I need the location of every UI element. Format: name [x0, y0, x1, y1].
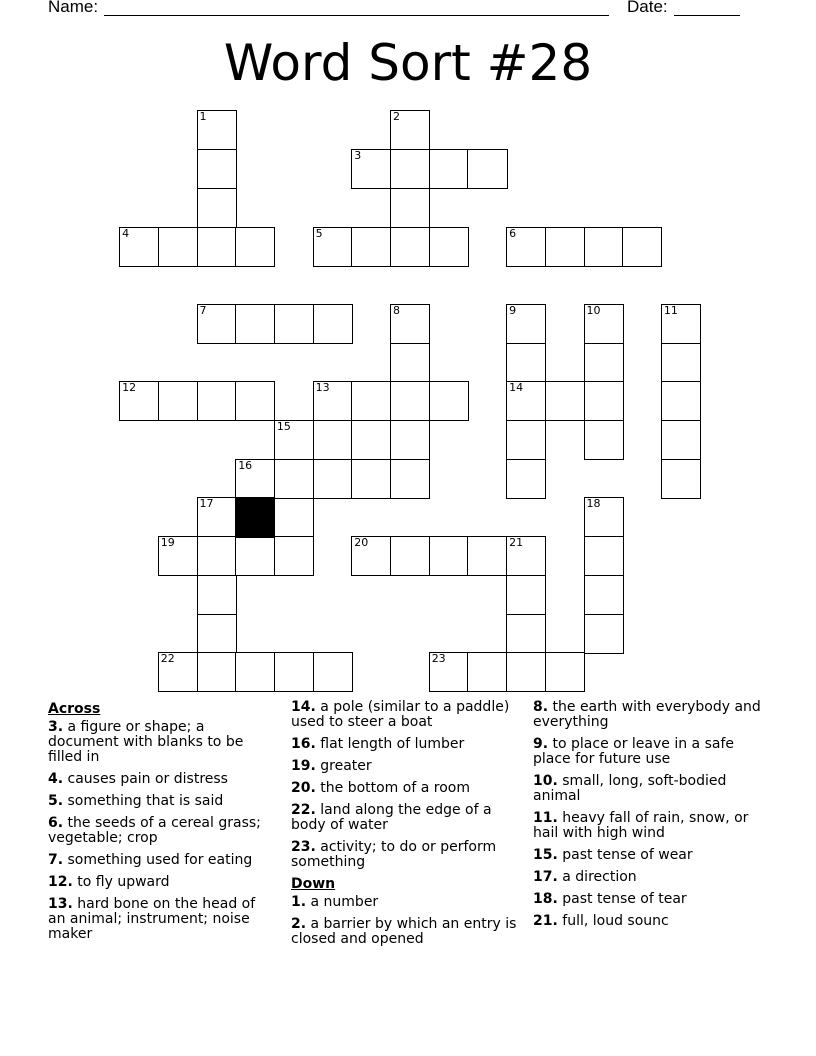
grid-cell[interactable] [390, 304, 430, 344]
grid-cell[interactable] [429, 652, 469, 692]
grid-cell[interactable] [197, 381, 237, 421]
clue-text: something that is said [63, 793, 224, 809]
grid-cell[interactable] [274, 459, 314, 499]
grid-cell[interactable] [390, 188, 430, 228]
clue-number: 7. [48, 852, 64, 868]
clue-number: 6. [48, 815, 64, 831]
grid-cell[interactable] [661, 381, 701, 421]
grid-cell[interactable] [158, 652, 198, 692]
grid-cell[interactable] [584, 420, 624, 460]
clue-text: activity; to do or perform something [291, 839, 497, 870]
grid-cell[interactable] [351, 149, 391, 189]
grid-cell[interactable] [584, 536, 624, 576]
clue-item [291, 759, 519, 774]
grid-cell[interactable] [545, 381, 585, 421]
clue-text: the earth with everybody and everything [533, 699, 761, 730]
clue-number: 4 [122, 226, 130, 240]
clue-item [291, 700, 519, 730]
grid-cell[interactable] [661, 304, 701, 344]
grid-cell[interactable] [545, 652, 585, 692]
clue-item [48, 720, 276, 765]
date-label: Date: [627, 0, 668, 16]
clue-text: greater [315, 758, 372, 774]
clue-text: the seeds of a cereal grass; vegetable; crop [48, 815, 261, 846]
grid-cell[interactable] [351, 420, 391, 460]
clue-number: 9 [509, 303, 517, 317]
clue-number: 20. [291, 780, 316, 796]
clue-text: flat length of lumber [315, 736, 465, 752]
clue-text: hard bone on the head of an animal; instrument; noise maker [48, 896, 256, 942]
grid-cell[interactable] [197, 110, 237, 150]
grid-cell[interactable] [467, 536, 507, 576]
grid-cell[interactable] [545, 227, 585, 267]
clue-number: 17. [533, 869, 558, 885]
clue-text: a direction [557, 869, 637, 885]
clue-number: 20 [354, 536, 369, 550]
clue-text: something used for eating [63, 852, 253, 868]
clue-text: a number [306, 894, 379, 910]
grid-cell[interactable] [197, 188, 237, 228]
clue-number: 13. [48, 896, 73, 912]
clue-column-3 [533, 700, 761, 936]
grid-cell[interactable] [390, 110, 430, 150]
date-field[interactable] [674, 15, 740, 16]
clue-item [291, 917, 519, 947]
grid-cell[interactable] [661, 343, 701, 383]
clue-number: 8 [393, 303, 400, 317]
across-heading: Across [48, 701, 101, 717]
grid-cell[interactable] [506, 381, 546, 421]
clue-item [533, 914, 761, 929]
grid-cell[interactable] [429, 149, 469, 189]
grid-cell[interactable] [235, 227, 275, 267]
black-cell [235, 497, 275, 537]
grid-cell[interactable] [584, 381, 624, 421]
grid-cell[interactable] [506, 575, 546, 615]
grid-cell[interactable] [197, 497, 237, 537]
clue-item [48, 794, 276, 809]
clue-item [48, 772, 276, 787]
grid-cell[interactable] [158, 227, 198, 267]
clue-text: a barrier by which an entry is closed and opened [291, 916, 517, 947]
clue-number: 1. [291, 894, 307, 910]
grid-cell[interactable] [506, 459, 546, 499]
clue-number: 16 [238, 458, 253, 472]
grid-cell[interactable] [313, 381, 353, 421]
grid-cell[interactable] [197, 652, 237, 692]
clue-number: 6 [509, 226, 517, 240]
grid-cell[interactable] [429, 227, 469, 267]
grid-cell[interactable] [197, 149, 237, 189]
grid-cell[interactable] [390, 381, 430, 421]
down-heading: Down [291, 876, 336, 892]
grid-cell[interactable] [622, 227, 662, 267]
clue-number: 14. [291, 699, 316, 715]
clue-number: 17 [199, 497, 214, 511]
clue-number: 10 [586, 303, 601, 317]
grid-cell[interactable] [235, 304, 275, 344]
clue-item [291, 781, 519, 796]
clue-item [48, 897, 276, 942]
clue-number: 18. [533, 891, 558, 907]
grid-cell[interactable] [351, 227, 391, 267]
grid-cell[interactable] [506, 304, 546, 344]
clue-text: a pole (similar to a paddle) used to steer a boat [291, 699, 510, 730]
clue-text: to place or leave in a safe place for future use [533, 736, 734, 767]
grid-cell[interactable] [274, 536, 314, 576]
clue-number: 12 [122, 381, 137, 395]
clue-number: 2 [393, 110, 400, 124]
grid-cell[interactable] [506, 614, 546, 654]
clue-number: 23. [291, 839, 316, 855]
grid-cell[interactable] [506, 343, 546, 383]
clue-number: 3. [48, 719, 64, 735]
grid-cell[interactable] [390, 227, 430, 267]
clue-text: past tense of wear [557, 847, 693, 863]
clue-number: 22 [160, 652, 175, 666]
grid-cell[interactable] [661, 459, 701, 499]
clue-text: causes pain or distress [63, 771, 228, 787]
clue-number: 5 [315, 226, 323, 240]
grid-cell[interactable] [274, 420, 314, 460]
grid-cell[interactable] [390, 420, 430, 460]
clue-number: 9. [533, 736, 549, 752]
clue-item [48, 875, 276, 890]
grid-cell[interactable] [584, 575, 624, 615]
clue-item [533, 811, 761, 841]
clue-item [48, 853, 276, 868]
name-label: Name: [48, 0, 99, 16]
clue-column-1 [48, 700, 276, 949]
grid-cell[interactable] [467, 652, 507, 692]
clue-number: 22. [291, 802, 316, 818]
clue-number: 12. [48, 874, 73, 890]
clue-number: 21 [509, 536, 524, 550]
clue-item [291, 803, 519, 833]
clue-text: to fly upward [72, 874, 170, 890]
clue-number: 5. [48, 793, 64, 809]
clue-text: full, loud sounc [557, 913, 669, 929]
grid-cell[interactable] [274, 652, 314, 692]
grid-cell[interactable] [313, 304, 353, 344]
grid-cell[interactable] [235, 381, 275, 421]
clue-number: 21. [533, 913, 558, 929]
grid-cell[interactable] [197, 614, 237, 654]
grid-cell[interactable] [506, 420, 546, 460]
grid-cell[interactable] [429, 381, 469, 421]
clue-column-2 [291, 700, 519, 954]
clue-text: small, long, soft-bodied animal [533, 773, 727, 804]
clue-number: 4. [48, 771, 64, 787]
clue-text: land along the edge of a body of water [291, 802, 492, 833]
grid-cell[interactable] [274, 304, 314, 344]
grid-cell[interactable] [506, 652, 546, 692]
clue-number: 11. [533, 810, 558, 826]
grid-cell[interactable] [158, 536, 198, 576]
grid-cell[interactable] [274, 497, 314, 537]
name-field[interactable] [104, 15, 609, 16]
clue-item [533, 870, 761, 885]
clue-item [533, 892, 761, 907]
clue-number: 23 [431, 652, 446, 666]
clue-number: 8. [533, 699, 549, 715]
grid-cell[interactable] [390, 459, 430, 499]
grid-cell[interactable] [119, 381, 159, 421]
clue-item [533, 848, 761, 863]
grid-cell[interactable] [313, 420, 353, 460]
grid-cell[interactable] [390, 149, 430, 189]
clue-number: 18 [586, 497, 601, 511]
clue-number: 7 [199, 303, 207, 317]
clue-number: 15 [276, 420, 291, 433]
clue-item [48, 816, 276, 846]
clue-text: past tense of tear [557, 891, 687, 907]
grid-cell[interactable] [506, 536, 546, 576]
grid-cell[interactable] [351, 536, 391, 576]
clue-text: a figure or shape; a document with blanks to be filled in [48, 719, 244, 765]
clue-number: 19 [160, 536, 175, 550]
grid-cell[interactable] [197, 304, 237, 344]
page-title: Word Sort #28 [223, 34, 593, 92]
clue-text: heavy fall of rain, snow, or hail with high wind [533, 810, 749, 841]
grid-cell[interactable] [390, 343, 430, 383]
clue-item [533, 737, 761, 767]
grid-cell[interactable] [390, 536, 430, 576]
grid-cell[interactable] [429, 536, 469, 576]
clue-number: 2. [291, 916, 307, 932]
clue-number: 16. [291, 736, 316, 752]
grid-cell[interactable] [584, 343, 624, 383]
grid-cell[interactable] [506, 227, 546, 267]
clue-number: 3 [354, 149, 362, 163]
grid-cell[interactable] [197, 227, 237, 267]
clue-item [291, 840, 519, 870]
grid-cell[interactable] [584, 614, 624, 654]
grid-cell[interactable] [584, 304, 624, 344]
grid-cell[interactable] [467, 149, 507, 189]
grid-cell[interactable] [235, 652, 275, 692]
grid-cell[interactable] [661, 420, 701, 460]
clue-number: 13 [315, 381, 330, 395]
clue-number: 19. [291, 758, 316, 774]
clue-item [533, 700, 761, 730]
clue-number: 11 [663, 303, 678, 317]
grid-cell[interactable] [313, 459, 353, 499]
grid-cell[interactable] [584, 227, 624, 267]
grid-cell[interactable] [584, 497, 624, 537]
grid-cell[interactable] [119, 227, 159, 267]
grid-cell[interactable] [235, 459, 275, 499]
clue-item [533, 774, 761, 804]
clue-item [291, 737, 519, 752]
grid-cell[interactable] [351, 381, 391, 421]
grid-cell[interactable] [197, 536, 237, 576]
grid-cell[interactable] [197, 575, 237, 615]
clue-number: 10. [533, 773, 558, 789]
clue-number: 14 [509, 381, 524, 395]
grid-cell[interactable] [313, 652, 353, 692]
grid-cell[interactable] [158, 381, 198, 421]
grid-cell[interactable] [313, 227, 353, 267]
grid-cell[interactable] [235, 536, 275, 576]
grid-cell[interactable] [351, 459, 391, 499]
clue-item [291, 895, 519, 910]
clue-text: the bottom of a room [315, 780, 470, 796]
clue-number: 1 [199, 110, 207, 124]
clue-number: 15. [533, 847, 558, 863]
